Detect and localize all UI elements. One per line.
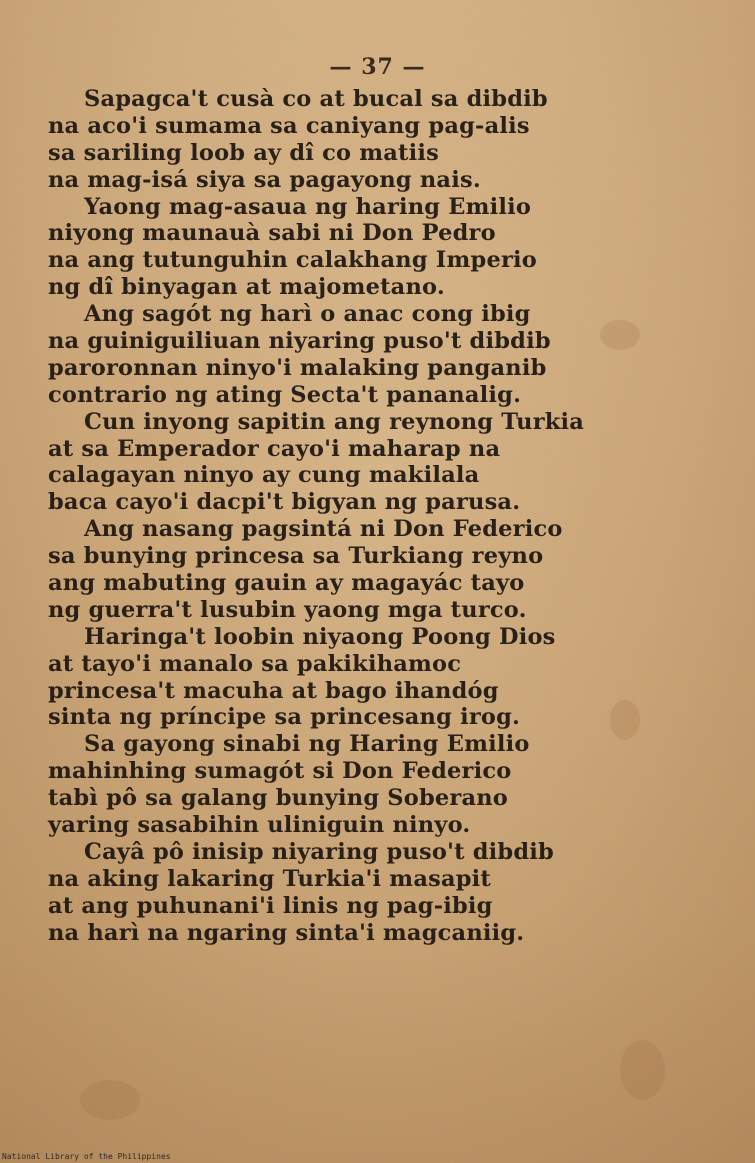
text-line: Sa gayong sinabi ng Haring Emilio [84,731,530,758]
paper-stain [620,1040,665,1100]
text-line: yaring sasabihin uliniguin ninyo. [48,812,471,839]
text-line: paroronnan ninyo'i malaking panganib [48,354,547,381]
page-number: — 37 — [329,54,426,80]
text-line: Ang sagót ng harì o anac cong ibig [84,301,531,328]
text-line: sa bunying princesa sa Turkiang reyno [48,543,544,570]
text-line: na harì na ngaring sinta'i magcaniig. [48,919,525,946]
text-line: princesa't macuha at bago ihandóg [48,677,499,704]
text-line: ng guerra't lusubin yaong mga turco. [48,596,527,623]
text-line: mahinhing sumagót si Don Federico [48,758,512,785]
text-line: ng dî binyagan at majometano. [48,274,445,301]
text-line: calagayan ninyo ay cung makilala [48,462,480,489]
text-line: at sa Emperador cayo'i maharap na [48,435,501,462]
text-line: na mag-isá siya sa pagayong nais. [48,166,481,193]
text-line: Yaong mag-asaua ng haring Emilio [84,193,532,220]
text-line: at tayo'i manalo sa pakikihamoc [48,650,462,677]
text-line: na aking lakaring Turkia'i masapit [48,865,492,892]
text-line: Sapagca't cusà co at bucal sa dibdib [84,86,548,112]
text-line: sa sariling loob ay dî co matiis [48,139,439,166]
text-line: Haringa't loobin niyaong Poong Dios [84,623,556,650]
text-line: Cun inyong sapitin ang reynong Turkia [84,408,585,435]
text-line: Cayâ pô inisip niyaring puso't dibdib [84,838,554,865]
poem-text-block [48,86,708,947]
text-line: tabì pô sa galang bunying Soberano [48,785,508,812]
library-credit: National Library of the Philippines [2,1152,171,1161]
paper-stain [80,1080,140,1120]
text-line: na aco'i sumama sa caniyang pag-alis [48,112,530,139]
text-line: baca cayo'i dacpi't bigyan ng parusa. [48,489,521,516]
text-line: at ang puhunani'i linis ng pag-ibig [48,892,493,919]
text-line: ang mabuting gauin ay magayác tayo [48,570,525,597]
text-line: contrario ng ating Secta't pananalig. [48,381,522,408]
text-line: sinta ng príncipe sa princesang irog. [48,704,521,731]
text-line: na ang tutunguhin calakhang Imperio [48,247,537,274]
text-line: na guiniguiliuan niyaring puso't dibdib [48,328,551,355]
text-line: Ang nasang pagsintá ni Don Federico [84,516,563,543]
text-line: niyong maunauà sabi ni Don Pedro [48,220,496,247]
